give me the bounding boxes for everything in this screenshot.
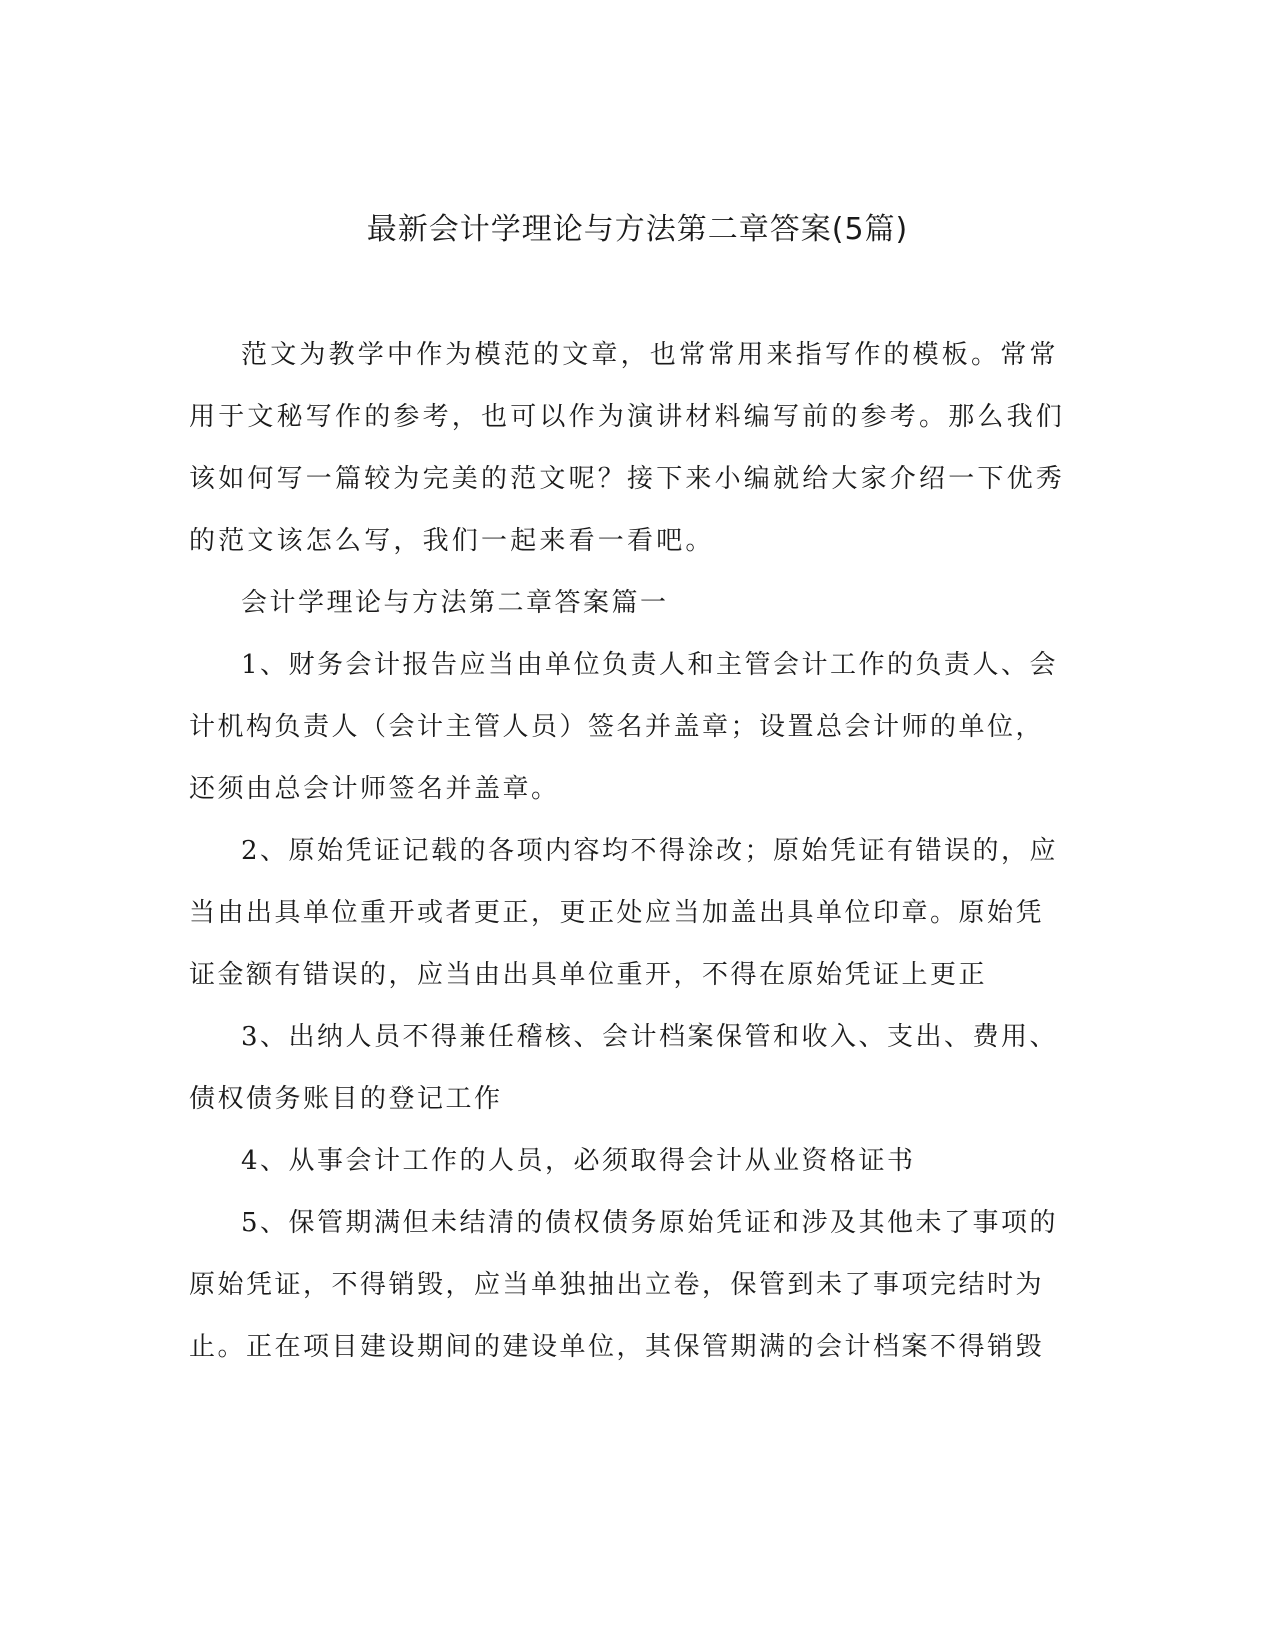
document-body [189,324,1067,1378]
document-title: 最新会计学理论与方法第二章答案(5篇) [366,212,909,247]
intro-paragraph: 范文为教学中作为模范的文章，也常常用来指写作的模板。常常用于文秘写作的参考，也可以作为演讲材料编写前的参考。那么我们该如何写一篇较为完美的范文呢？接下来小编就给大家介绍一下优秀的范文该怎么写，我们一起来看一看吧。 [189,340,1066,556]
section-heading: 会计学理论与方法第二章答案篇一 [241,588,669,618]
list-item: 2、原始凭证记载的各项内容均不得涂改；原始凭证有错误的，应当由出具单位重开或者更正，更正处应当加盖出具单位印章。原始凭证金额有错误的，应当由出具单位重开，不得在原始凭证上更正 [189,836,1059,990]
list-item: 5、保管期满但未结清的债权债务原始凭证和涉及其他未了事项的原始凭证，不得销毁，应当单独抽出立卷，保管到未了事项完结时为止。正在项目建设期间的建设单位，其保管期满的会计档案不得销毁 [189,1208,1059,1362]
list-item: 3、出纳人员不得兼任稽核、会计档案保管和收入、支出、费用、债权债务账目的登记工作 [189,1022,1059,1114]
list-item: 1、财务会计报告应当由单位负责人和主管会计工作的负责人、会计机构负责人（会计主管人员）签名并盖章；设置总会计师的单位，还须由总会计师签名并盖章。 [189,650,1059,804]
list-item: 4、从事会计工作的人员，必须取得会计从业资格证书 [241,1146,916,1176]
